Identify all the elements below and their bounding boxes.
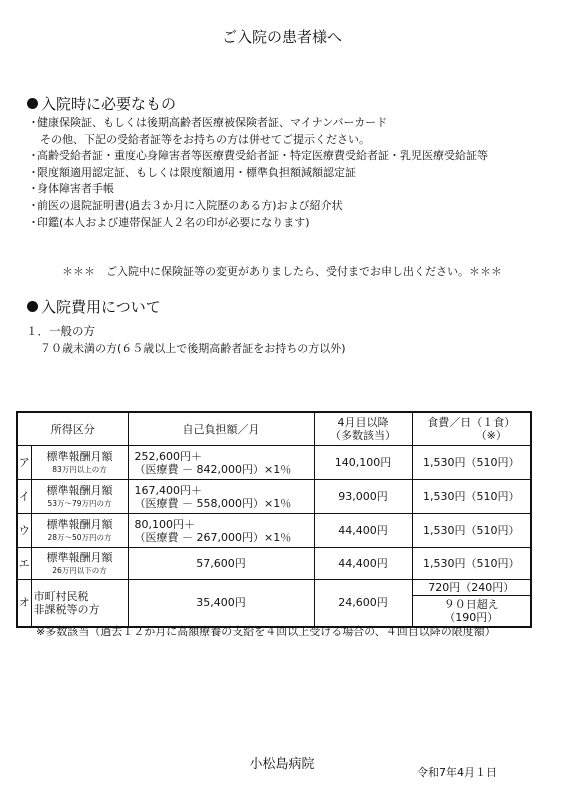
section-heading-text: 入院費用について bbox=[41, 298, 161, 316]
row-kana: イ bbox=[17, 480, 31, 514]
bullet-dot-icon bbox=[27, 301, 38, 312]
list-item: ・身体障害者手帳 bbox=[28, 182, 114, 196]
table-header-row bbox=[17, 412, 531, 446]
list-item: ・前医の退院証明書(過去３か月に入院歴のある方)および紹介状 bbox=[28, 198, 343, 212]
list-item: その他、下記の受給者証等をお持ちの方は併せてご提示ください。 bbox=[40, 132, 370, 146]
row-april: 44,400円 bbox=[314, 548, 412, 580]
table-row bbox=[17, 580, 531, 596]
section-heading-fees bbox=[27, 296, 161, 317]
row-burden: 57,600円 bbox=[128, 548, 314, 580]
table-row bbox=[17, 548, 531, 580]
row-april: 140,100円 bbox=[314, 446, 412, 480]
row-burden: 167,400円＋ （医療費 － 558,000円）×1％ bbox=[128, 480, 314, 514]
header-april: 4月目以降 （多数該当） bbox=[314, 412, 412, 446]
row-kana: ウ bbox=[17, 514, 31, 548]
row-burden: 80,100円＋ （医療費 － 267,000円）×1％ bbox=[128, 514, 314, 548]
requirements-list bbox=[28, 115, 488, 231]
section-heading-text: 入院時に必要なもの bbox=[41, 95, 177, 113]
table-row bbox=[17, 480, 531, 514]
issue-date: 令和7年4月１日 bbox=[417, 766, 497, 779]
bullet-dot-icon bbox=[27, 98, 38, 109]
row-meal-over-90-days: ９０日超え （190円） bbox=[412, 596, 531, 627]
row-burden: 35,400円 bbox=[128, 580, 314, 627]
list-item: ・限度額適用認定証、もしくは限度額適用・標準負担額減額認定証 bbox=[28, 165, 356, 179]
row-april: 44,400円 bbox=[314, 514, 412, 548]
table-row bbox=[17, 446, 531, 480]
page-title: ご入院の患者様へ bbox=[221, 28, 342, 46]
row-meal: 1,530円（510円） bbox=[412, 446, 531, 480]
general-subtitle: ７０歳未満の方(６５歳以上で後期高齢者証をお持ちの方以外) bbox=[40, 342, 346, 355]
row-kana: ア bbox=[17, 446, 31, 480]
row-burden: 252,600円＋ （医療費 － 842,000円）×1％ bbox=[128, 446, 314, 480]
header-burden: 自己負担額／月 bbox=[128, 412, 314, 446]
row-category: 市町村民税 非課税等の方 bbox=[31, 580, 128, 627]
row-meal: 1,530円（510円） bbox=[412, 548, 531, 580]
row-kana: オ bbox=[17, 580, 31, 627]
header-meal: 食費／日（１食） （※） bbox=[412, 412, 531, 446]
header-category: 所得区分 bbox=[17, 412, 128, 446]
row-meal: 1,530円（510円） bbox=[412, 480, 531, 514]
insurance-change-notice: ＊＊＊ ご入院中に保険証等の変更がありましたら、受付までお申し出ください。＊＊＊ bbox=[62, 265, 502, 278]
row-category: 標準報酬月額 26万円以下の方 bbox=[31, 548, 128, 580]
row-category: 標準報酬月額 83万円以上の方 bbox=[31, 446, 128, 480]
row-category: 標準報酬月額 28万～50万円の方 bbox=[31, 514, 128, 548]
list-item: ・高齢受給者証・重度心身障害者等医療費受給者証・特定医療費受給者証・乳児医療受給証等 bbox=[28, 149, 488, 163]
general-title: １．一般の方 bbox=[26, 324, 95, 338]
row-kana: エ bbox=[17, 548, 31, 580]
table-row bbox=[17, 514, 531, 548]
row-category: 標準報酬月額 53万～79万円の方 bbox=[31, 480, 128, 514]
row-april: 93,000円 bbox=[314, 480, 412, 514]
list-item: ・印鑑(本人および連帯保証人２名の印が必要になります) bbox=[28, 215, 310, 229]
row-meal: 1,530円（510円） bbox=[412, 514, 531, 548]
row-april: 24,600円 bbox=[314, 580, 412, 627]
hospital-name: 小松島病院 bbox=[249, 757, 315, 772]
table-footnote: ※多数該当（過去１２か月に高額療養の支給を４回以上受ける場合の、４回目以降の限度額） bbox=[36, 625, 496, 638]
fee-table bbox=[16, 411, 532, 628]
general-category bbox=[26, 323, 346, 357]
list-item: ・健康保険証、もしくは後期高齢者医療被保険者証、マイナンバーカード bbox=[28, 116, 388, 129]
row-meal: 720円（240円） bbox=[412, 580, 531, 596]
section-heading-requirements bbox=[27, 93, 176, 114]
